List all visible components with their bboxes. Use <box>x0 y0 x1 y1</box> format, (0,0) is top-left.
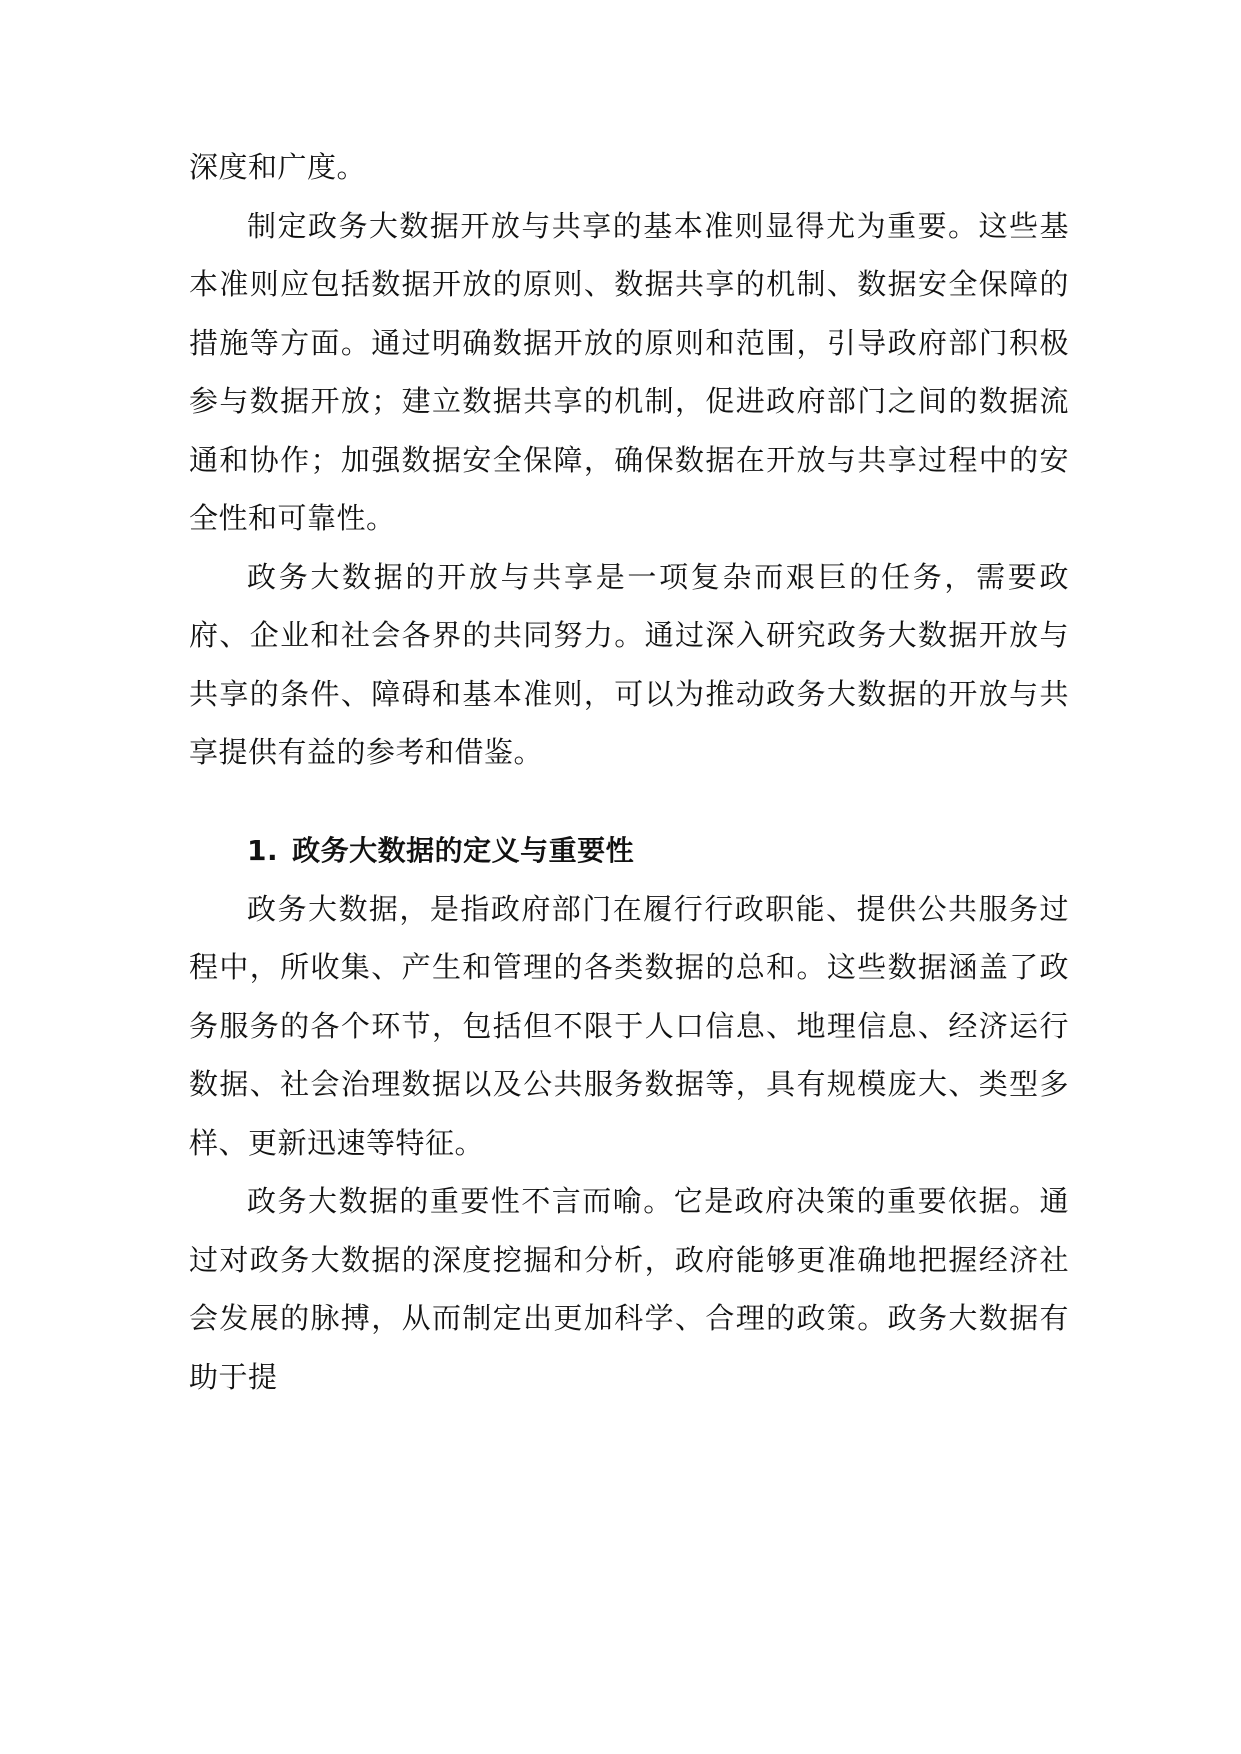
document-body <box>189 138 1069 1406</box>
paragraph-basic-principles: 制定政务大数据开放与共享的基本准则显得尤为重要。这些基本准则应包括数据开放的原则、数据共享的机制、数据安全保障的措施等方面。通过明确数据开放的原则和范围，引导政府部门积极参与数据开放；建立数据共享的机制，促进政府部门之间的数据流通和协作；加强数据安全保障，确保数据在开放与共享过程中的安全性和可靠性。 <box>189 208 1069 535</box>
section-heading <box>189 822 1069 880</box>
paragraph-continuation: 深度和广度。 <box>189 150 367 184</box>
section-number: 1. <box>247 833 279 867</box>
section-title: 政务大数据的定义与重要性 <box>292 833 635 867</box>
paragraph-importance: 政务大数据的重要性不言而喻。它是政府决策的重要依据。通过对政务大数据的深度挖掘和分析，政府能够更准确地把握经济社会发展的脉搏，从而制定出更加科学、合理的政策。政务大数据有助于提 <box>189 1184 1069 1394</box>
paragraph-definition: 政务大数据，是指政府部门在履行行政职能、提供公共服务过程中，所收集、产生和管理的各类数据的总和。这些数据涵盖了政务服务的各个环节，包括但不限于人口信息、地理信息、经济运行数据、社会治理数据以及公共服务数据等，具有规模庞大、类型多样、更新迅速等特征。 <box>189 891 1069 1160</box>
paragraph-open-sharing-task: 政务大数据的开放与共享是一项复杂而艰巨的任务，需要政府、企业和社会各界的共同努力。通过深入研究政务大数据开放与共享的条件、障碍和基本准则，可以为推动政务大数据的开放与共享提供有益的参考和借鉴。 <box>189 559 1069 769</box>
